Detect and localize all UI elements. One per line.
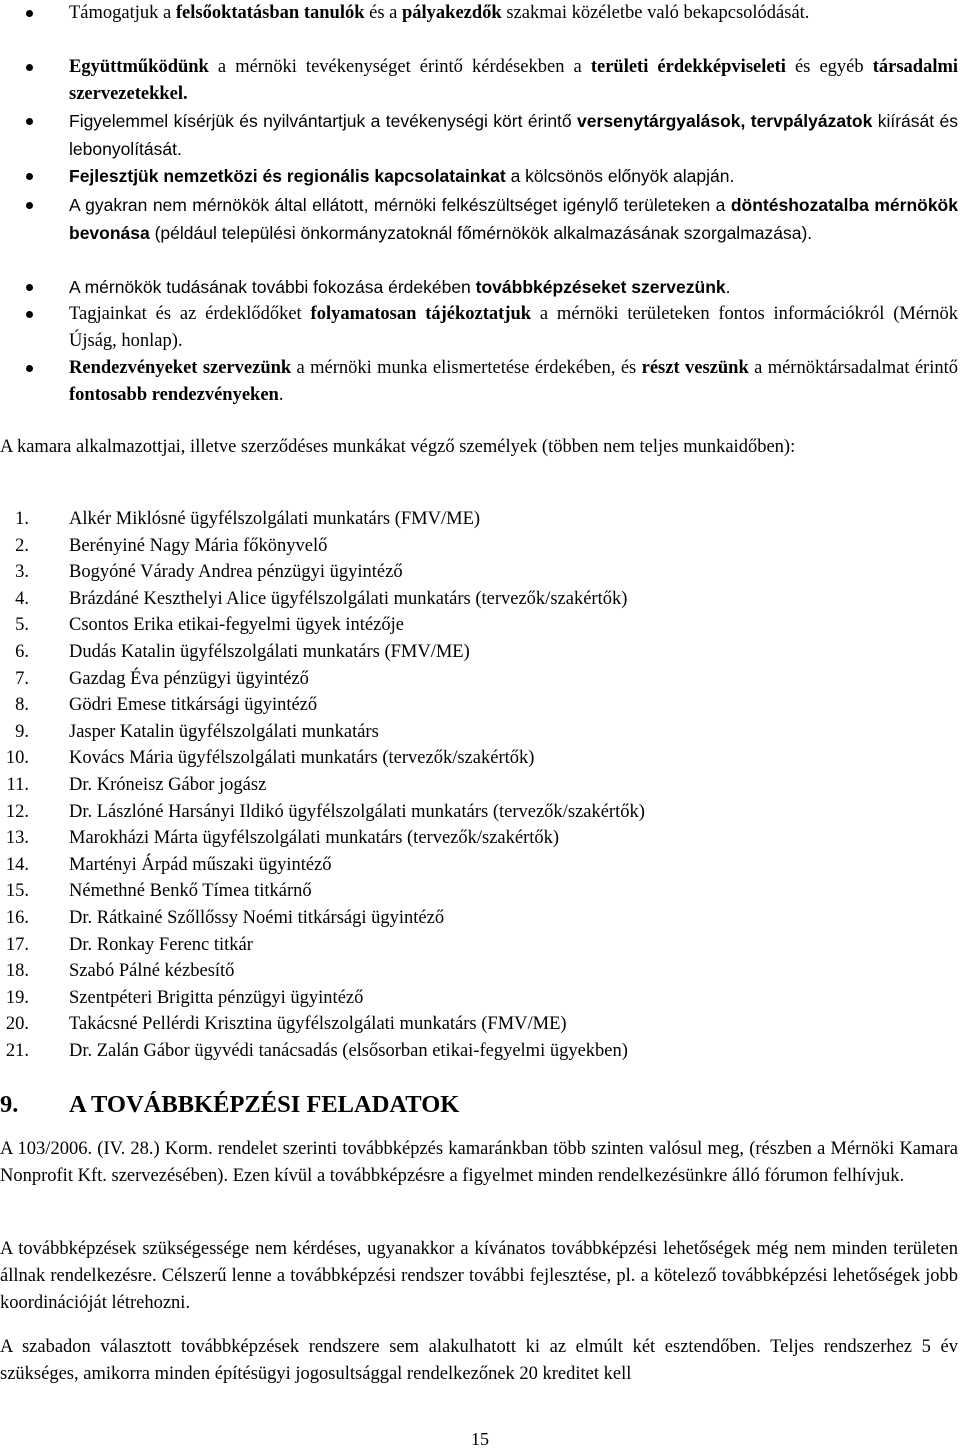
staff-item-number: 6. — [15, 641, 29, 662]
bullet-text-run: szakmai közéletbe való bekapcsolódását. — [501, 3, 810, 23]
bullet-bold-run: felsőoktatásban tanulók — [175, 3, 365, 23]
bullet-text-run: kiírását és lebonyolítását. — [69, 111, 958, 159]
staff-list-item — [0, 506, 960, 533]
bullet-text-run: (például települési önkormányzatoknál főmérnökök alkalmazásának szorgalmazása). — [149, 223, 813, 243]
bullet-bold-run: Együttműködünk — [69, 57, 209, 77]
bullet-text-run: A mérnökök tudásának további fokozása érdekében — [69, 277, 476, 297]
staff-list-item — [0, 932, 960, 959]
bullet-dot-icon — [26, 118, 33, 125]
staff-item-text: Szentpéteri Brigitta pénzügyi ügyintéző — [69, 987, 364, 1008]
section-number: 9. — [0, 1091, 19, 1118]
staff-list-item — [0, 852, 960, 879]
bullet-bold-run: folyamatosan tájékoztatjuk — [310, 304, 532, 324]
page-number: 15 — [471, 1429, 489, 1449]
bullet-item — [0, 355, 960, 409]
staff-item-number: 1. — [15, 509, 29, 529]
bullet-bold-run: társadalmi szervezetekkel. — [69, 57, 959, 104]
staff-item-number: 10. — [5, 748, 29, 769]
staff-list-item — [0, 586, 960, 613]
staff-item-text: Dr. Lászlóné Harsányi Ildikó ügyfélszolgálati munkatárs (tervezők/szakértők) — [69, 801, 645, 822]
bullet-text — [69, 304, 958, 351]
bullet-bold-run: részt veszünk — [641, 358, 749, 378]
staff-list-item — [0, 772, 960, 799]
staff-item-number: 20. — [5, 1014, 29, 1035]
bullet-dot-icon — [26, 365, 33, 372]
bullet-bold-run: Fejlesztjük nemzetközi és regionális kapcsolatainkat — [69, 166, 506, 186]
bullet-text-run: a mérnöki területeken fontos információkról (Mérnök Újság, honlap). — [69, 304, 958, 351]
bullet-dot-icon — [26, 173, 33, 180]
bullet-text-run: A gyakran nem mérnökök által ellátott, mérnöki felkészültséget igénylő területeken a — [69, 195, 731, 215]
staff-item-text: Marokházi Márta ügyfélszolgálati munkatárs (tervezők/szakértők) — [69, 828, 560, 849]
staff-item-number: 16. — [5, 907, 29, 928]
staff-item-number: 9. — [15, 721, 29, 742]
staff-list-item — [0, 719, 960, 746]
staff-item-number: 15. — [5, 881, 29, 902]
staff-list-item — [0, 692, 960, 719]
staff-item-text: Alkér Miklósné ügyfélszolgálati munkatárs (FMV/ME) — [69, 509, 481, 529]
bullet-text-run: . — [725, 277, 731, 297]
staff-item-number: 2. — [15, 535, 29, 556]
bullet-item — [0, 0, 960, 27]
staff-item-number: 21. — [5, 1040, 29, 1061]
staff-item-text: Martényi Árpád műszaki ügyintéző — [69, 854, 332, 875]
bullet-text-run: . — [278, 385, 284, 405]
bullet-text — [69, 57, 958, 104]
staff-intro-paragraph: A kamara alkalmazottjai, illetve szerződéses munkákat végző személyek (többen nem teljes munkaidőben): — [0, 437, 796, 457]
staff-list-item — [0, 985, 960, 1012]
bullet-text-run: a mérnöki munka elismertetése érdekében, és — [291, 358, 642, 378]
staff-item-text: Dr. Króneisz Gábor jogász — [69, 774, 267, 795]
bullet-text — [69, 112, 958, 160]
staff-list-item — [0, 905, 960, 932]
bullet-item — [0, 274, 960, 302]
staff-item-text: Brázdáné Keszthelyi Alice ügyfélszolgálati munkatárs (tervezők/szakértők) — [69, 588, 628, 609]
bullet-text-run: Támogatjuk a — [69, 3, 176, 23]
body-paragraph: A 103/2006. (IV. 28.) Korm. rendelet szerinti továbbképzés kamaránkban több szinten valósul meg, (részben a Mérnöki Kamara Nonprofit Kft. szervezésében). Ezen kívül a továbbképzésre a figyelmet minden rendelkezésünkre álló fórumon felhívjuk. — [0, 1139, 958, 1186]
body-paragraph: A szabadon választott továbbképzések rendszere sem alakulhatott ki az elmúlt két esztendőben. Teljes rendszerhez 5 év szükséges, amikorra minden építésügyi jogosultsággal rendelkezőnek 20 kreditet kell — [0, 1337, 958, 1384]
bullet-text — [69, 196, 958, 244]
staff-list-item — [0, 666, 960, 693]
staff-item-text: Dr. Rátkainé Szőllőssy Noémi titkársági ügyintéző — [69, 907, 445, 928]
staff-item-number: 14. — [5, 854, 29, 875]
bullet-dot-icon — [26, 284, 33, 291]
bullet-bold-run: döntéshozatalba mérnökök bevonása — [69, 195, 958, 243]
bullet-text-run: Figyelemmel kísérjük és nyilvántartjuk a tevékenységi kört érintő — [69, 111, 578, 131]
bullet-bold-run: pályakezdők — [402, 3, 502, 23]
bullet-text-run: a mérnöki tevékenységet érintő kérdésekben a — [208, 57, 591, 77]
bullet-text — [69, 358, 958, 405]
staff-item-number: 18. — [5, 961, 29, 982]
staff-item-number: 19. — [5, 987, 29, 1008]
bullet-dot-icon — [26, 10, 33, 17]
staff-item-number: 17. — [5, 934, 29, 955]
bullet-item — [0, 301, 960, 355]
bullet-item — [0, 192, 960, 248]
bullet-text — [69, 278, 731, 298]
staff-item-number: 13. — [5, 828, 29, 849]
staff-item-text: Némethné Benkő Tímea titkárnő — [69, 881, 312, 902]
staff-list-item — [0, 799, 960, 826]
bullet-text-run: a kölcsönös előnyök alapján. — [505, 166, 735, 186]
staff-item-text: Takácsné Pellérdi Krisztina ügyfélszolgálati munkatárs (FMV/ME) — [69, 1014, 567, 1035]
staff-item-text: Bogyóné Várady Andrea pénzügyi ügyintéző — [69, 562, 403, 583]
bullet-text-run: és a — [364, 3, 402, 23]
section-title: A TOVÁBBKÉPZÉSI FELADATOK — [69, 1091, 460, 1118]
staff-item-text: Dudás Katalin ügyfélszolgálati munkatárs (FMV/ME) — [69, 641, 470, 662]
bullet-text-run: Tagjainkat és az érdeklődőket — [69, 304, 311, 324]
staff-item-number: 3. — [15, 562, 29, 583]
staff-item-number: 5. — [15, 615, 29, 636]
bullet-bold-run: Rendezvényeket szervezünk — [69, 358, 292, 378]
staff-item-text: Berényiné Nagy Mária főkönyvelő — [69, 535, 328, 556]
staff-item-number: 12. — [5, 801, 29, 822]
staff-list — [0, 506, 960, 1064]
bullet-dot-icon — [26, 64, 33, 71]
staff-list-item — [0, 825, 960, 852]
bullet-item — [0, 108, 960, 164]
body-paragraph: A továbbképzések szükségessége nem kérdéses, ugyanakkor a kívánatos továbbképzési lehetőségek még nem minden területen állnak rendelkezésre. Célszerű lenne a továbbképzési rendszer további fejlesztése, pl. a kötelező továbbképzési lehetőségek jobb koordinációját létrehozni. — [0, 1239, 958, 1313]
staff-list-item — [0, 958, 960, 985]
staff-list-item — [0, 639, 960, 666]
staff-list-item — [0, 1038, 960, 1065]
staff-list-item — [0, 745, 960, 772]
bullet-text — [69, 167, 734, 187]
bullet-text — [69, 3, 809, 23]
staff-item-text: Csontos Erika etikai-fegyelmi ügyek intézője — [69, 615, 404, 636]
staff-item-text: Dr. Ronkay Ferenc titkár — [69, 934, 253, 955]
staff-list-item — [0, 612, 960, 639]
staff-list-item — [0, 559, 960, 586]
staff-item-number: 4. — [15, 588, 29, 609]
bullet-bold-run: területi érdekképviseleti — [590, 57, 786, 77]
staff-list-item — [0, 533, 960, 560]
staff-item-text: Gödri Emese titkársági ügyintéző — [69, 695, 318, 716]
bullet-text-run: a mérnöktársadalmat érintő — [748, 358, 958, 378]
bullet-item — [0, 163, 960, 191]
bullet-bold-run: fontosabb rendezvényeken — [69, 385, 279, 405]
staff-item-text: Szabó Pálné kézbesítő — [69, 961, 235, 982]
staff-item-number: 7. — [15, 668, 29, 689]
bullet-bold-run: versenytárgyalások, tervpályázatok — [577, 111, 873, 131]
staff-item-text: Jasper Katalin ügyfélszolgálati munkatárs — [69, 721, 379, 742]
bullet-item — [0, 54, 960, 108]
bullet-dot-icon — [26, 311, 33, 318]
staff-list-item — [0, 1011, 960, 1038]
bullet-text-run: és egyéb — [785, 57, 873, 77]
staff-item-number: 11. — [6, 774, 29, 795]
bullet-dot-icon — [26, 202, 33, 209]
staff-item-text: Kovács Mária ügyfélszolgálati munkatárs (tervezők/szakértők) — [69, 748, 535, 769]
staff-item-text: Gazdag Éva pénzügyi ügyintéző — [69, 668, 309, 689]
bullet-bold-run: továbbképzéseket szervezünk — [475, 277, 726, 297]
staff-item-text: Dr. Zalán Gábor ügyvédi tanácsadás (elsősorban etikai-fegyelmi ügyekben) — [69, 1040, 628, 1061]
staff-list-item — [0, 878, 960, 905]
staff-item-number: 8. — [15, 695, 29, 716]
